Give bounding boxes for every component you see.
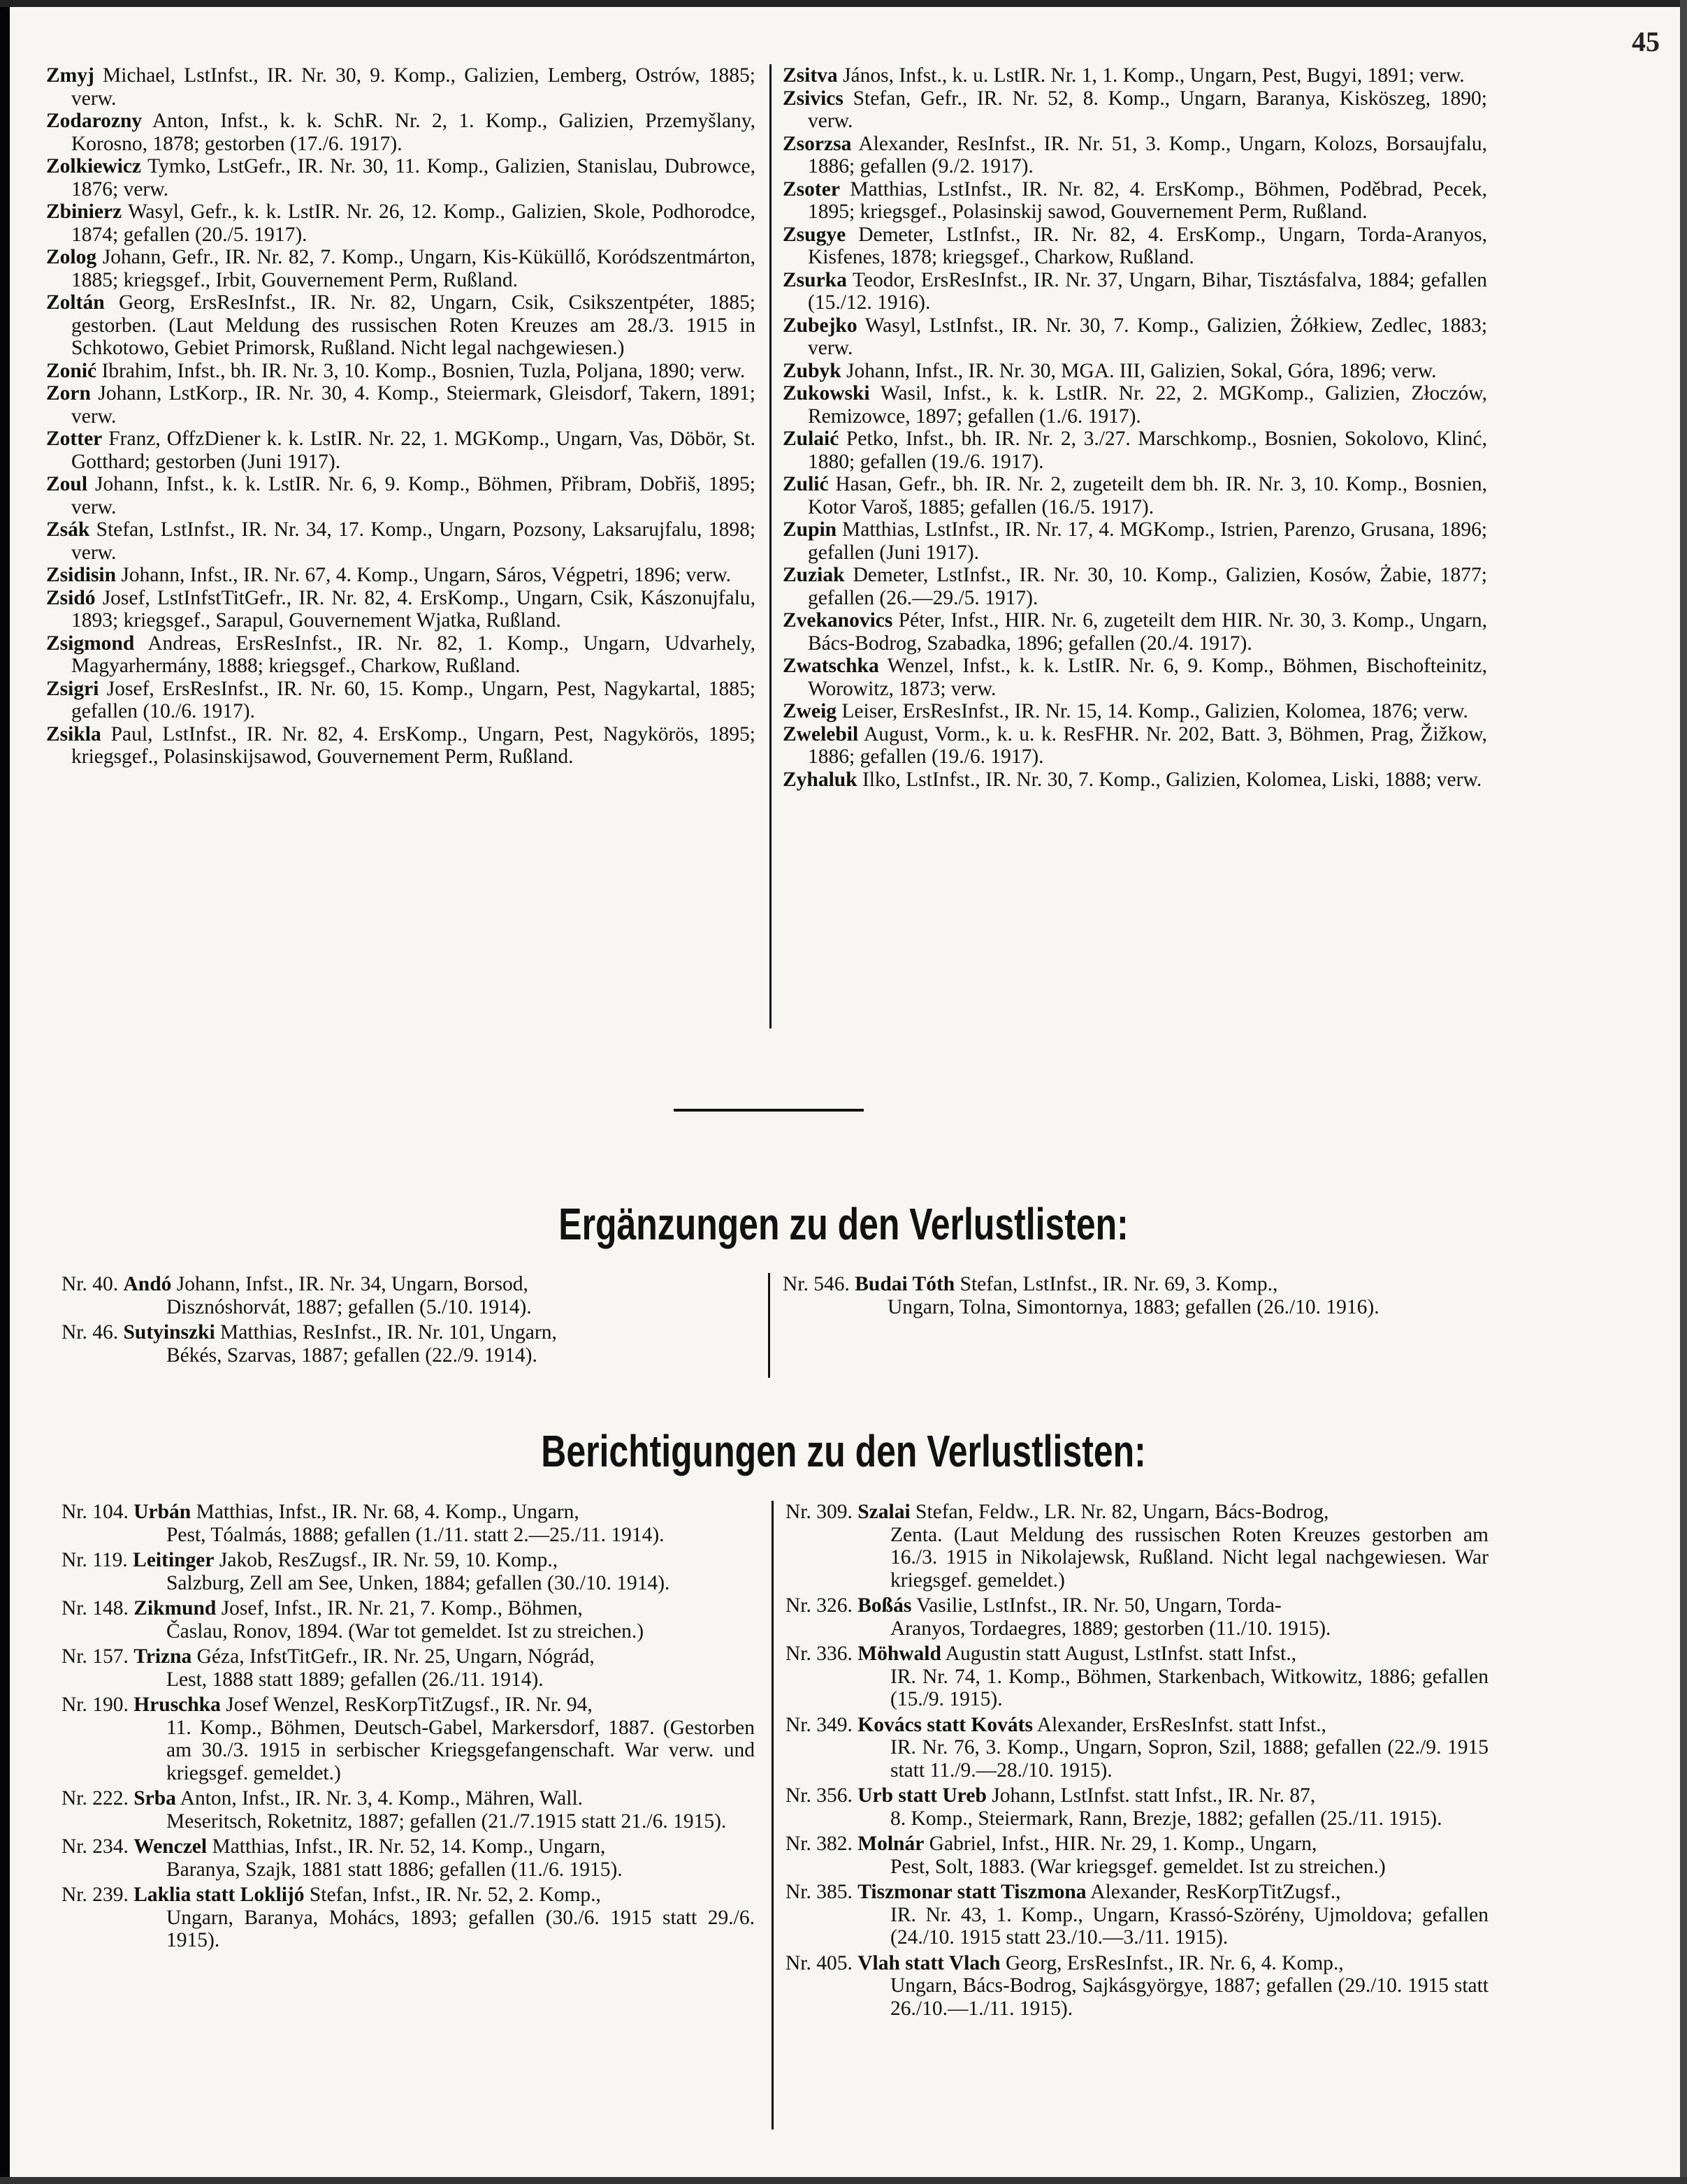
list-entry bbox=[783, 382, 1487, 428]
list-entry bbox=[46, 246, 755, 291]
correction-entry bbox=[61, 1694, 755, 1784]
list-entry bbox=[46, 564, 755, 587]
list-entry bbox=[783, 609, 1487, 655]
list-entry bbox=[783, 269, 1487, 314]
correction-entry bbox=[785, 1714, 1489, 1782]
correction-first-line bbox=[61, 1549, 755, 1572]
correction-first-line bbox=[785, 1952, 1489, 1975]
correction-first-line bbox=[785, 1881, 1489, 1904]
entry-details: Teodor, ErsResInfst., IR. Nr. 37, Ungarn, Bihar, Tisztásfalva, 1884; gefallen (15./12. 1916). bbox=[808, 268, 1487, 314]
entry-details: Stefan, Gefr., IR. Nr. 52, 8. Komp., Ungarn, Baranya, Kisköszeg, 1890; verw. bbox=[808, 87, 1487, 132]
entry-surname: Zsorzsa bbox=[783, 132, 852, 155]
entry-surname: Zwatschka bbox=[783, 655, 879, 677]
entry-surname: Zoul bbox=[46, 473, 88, 495]
correction-first-line bbox=[785, 1501, 1489, 1524]
entry-surname: Zubyk bbox=[783, 359, 841, 382]
correction-body bbox=[61, 1835, 755, 1881]
entry-details: Matthias, ResInfst., IR. Nr. 101, Ungarn, bbox=[220, 1321, 557, 1344]
correction-number: Nr. 546. bbox=[783, 1273, 850, 1295]
casualty-list-right-column bbox=[783, 64, 1487, 791]
entry-details: Alexander, ResKorpTitZugsf., bbox=[1090, 1881, 1341, 1903]
entry-surname: Boßás bbox=[857, 1594, 912, 1617]
correction-number: Nr. 190. bbox=[61, 1694, 129, 1716]
entry-details: Franz, OffzDiener k. k. LstIR. Nr. 22, 1. MGKomp., Ungarn, Vas, Döbör, St. Gotthard; gestorben (Juni 1917). bbox=[71, 428, 756, 473]
correction-entry bbox=[785, 1501, 1489, 1592]
correction-number: Nr. 382. bbox=[785, 1833, 853, 1855]
correction-body bbox=[61, 1321, 753, 1367]
entry-details: Andreas, ErsResInfst., IR. Nr. 82, 1. Komp., Ungarn, Udvarhely, Magyarhermány, 1888; kriegsgef., Charkow, Rußland. bbox=[71, 632, 756, 677]
list-entry bbox=[783, 564, 1487, 609]
correction-number: Nr. 336. bbox=[785, 1643, 853, 1665]
correction-first-line bbox=[785, 1833, 1489, 1856]
correction-body bbox=[785, 1833, 1489, 1878]
entry-surname: Zsidisin bbox=[46, 564, 117, 586]
entry-continuation: Aranyos, Tordaegres, 1889; gestorben (11./10. 1915). bbox=[890, 1617, 1331, 1640]
entry-surname: Zsitva bbox=[783, 64, 838, 87]
correction-entry bbox=[61, 1645, 755, 1691]
entry-surname: Zmyj bbox=[46, 64, 94, 87]
entry-continuation: IR. Nr. 43, 1. Komp., Ungarn, Krassó-Szörény, Ujmoldova; gefallen (24./10. 1915 statt 23./10.—3./11. 1915). bbox=[890, 1903, 1489, 1949]
entry-details: Leiser, ErsResInfst., IR. Nr. 15, 14. Komp., Galizien, Kolomea, 1876; verw. bbox=[841, 700, 1468, 722]
correction-first-line bbox=[783, 1273, 1489, 1296]
correction-entry bbox=[785, 1594, 1489, 1640]
entry-details: Michael, LstInfst., IR. Nr. 30, 9. Komp., Galizien, Lemberg, Ostrów, 1885; verw. bbox=[71, 64, 755, 110]
entry-surname: Zukowski bbox=[783, 382, 870, 405]
entry-surname: Zsidó bbox=[46, 586, 96, 609]
entry-surname: Zsivics bbox=[783, 87, 844, 110]
list-entry bbox=[46, 155, 755, 201]
entry-surname: Zsikla bbox=[46, 722, 101, 745]
entry-details: Josef Wenzel, ResKorpTitZugsf., IR. Nr. 94, bbox=[226, 1694, 593, 1716]
entry-details: Wenzel, Infst., k. k. LstIR. Nr. 6, 9. Komp., Böhmen, Bischofteinitz, Worowitz, 1873; verw. bbox=[808, 655, 1488, 700]
correction-first-line bbox=[61, 1321, 753, 1344]
correction-number: Nr. 309. bbox=[785, 1501, 853, 1523]
entry-details: Demeter, LstInfst., IR. Nr. 82, 4. ErsKomp., Ungarn, Torda-Aranyos, Kisfenes, 1878; kriegsgef., Charkow, Rußland. bbox=[808, 223, 1487, 268]
entry-details: Stefan, LstInfst., IR. Nr. 34, 17. Komp., Ungarn, Pozsony, Laksarujfalu, 1898; verw. bbox=[71, 518, 756, 564]
correction-first-line bbox=[61, 1501, 755, 1524]
erganzungen-left-column bbox=[61, 1273, 753, 1369]
entry-surname: Trizna bbox=[133, 1645, 192, 1668]
entry-details: Stefan, LstInfst., IR. Nr. 69, 3. Komp., bbox=[960, 1273, 1278, 1295]
list-entry bbox=[783, 133, 1487, 178]
correction-body bbox=[785, 1952, 1489, 2021]
entry-details: Anton, Infst., k. k. SchR. Nr. 2, 1. Komp., Galizien, Przemyšlany, Korosno, 1878; gestorben (17./6. 1917). bbox=[71, 110, 756, 155]
entry-continuation: Ungarn, Bács-Bodrog, Sajkásgyörgye, 1887; gefallen (29./10. 1915 statt 26./10.—1./11. 1915). bbox=[890, 1974, 1489, 2020]
entry-details: Géza, InfstTitGefr., IR. Nr. 25, Ungarn, Nógrád, bbox=[196, 1645, 595, 1668]
entry-surname: Vlah statt Vlach bbox=[857, 1951, 1001, 1974]
correction-first-line bbox=[785, 1714, 1489, 1737]
heading-berichtigungen: Berichtigungen zu den Verlustlisten: bbox=[541, 1426, 1146, 1476]
correction-entry bbox=[785, 1952, 1489, 2021]
entry-details: Wasyl, LstInfst., IR. Nr. 30, 7. Komp., Galizien, Żółkiew, Zedlec, 1883; verw. bbox=[808, 314, 1488, 359]
berichtigungen-right-column bbox=[785, 1501, 1489, 2023]
entry-surname: Zsoter bbox=[783, 177, 840, 201]
entry-surname: Zorn bbox=[46, 382, 91, 405]
entry-surname: Zolkiewicz bbox=[46, 155, 142, 177]
correction-body bbox=[785, 1881, 1489, 1949]
entry-surname: Budai Tóth bbox=[855, 1273, 955, 1295]
correction-first-line bbox=[61, 1787, 755, 1810]
correction-body bbox=[61, 1787, 755, 1833]
entry-details: Augustin statt August, LstInfst. statt Infst., bbox=[945, 1643, 1296, 1665]
entry-details: Stefan, Infst., IR. Nr. 52, 2. Komp., bbox=[309, 1884, 601, 1906]
correction-first-line bbox=[61, 1273, 753, 1296]
entry-surname: Zuziak bbox=[783, 564, 845, 586]
entry-surname: Zulić bbox=[783, 473, 829, 495]
correction-first-line bbox=[785, 1594, 1489, 1617]
entry-details: Petko, Infst., bh. IR. Nr. 2, 3./27. Marschkomp., Bosnien, Sokolovo, Klinć, 1880; gefallen (19./6. 1917). bbox=[808, 428, 1487, 473]
entry-details: Johann, Infst., IR. Nr. 30, MGA. III, Galizien, Sokal, Góra, 1896; verw. bbox=[846, 359, 1437, 382]
correction-entry bbox=[61, 1321, 753, 1367]
entry-details: Wasil, Infst., k. k. LstIR. Nr. 22, 2. MGKomp., Galizien, Złoczów, Remizowce, 1897; gefallen (1./6. 1917). bbox=[808, 382, 1488, 428]
list-entry bbox=[783, 224, 1487, 269]
correction-entry bbox=[783, 1273, 1489, 1318]
entry-surname: Zweig bbox=[783, 700, 837, 722]
correction-number: Nr. 40. bbox=[61, 1273, 119, 1295]
entry-details: Johann, LstKorp., IR. Nr. 30, 4. Komp., Steiermark, Gleisdorf, Takern, 1891; verw. bbox=[71, 382, 756, 428]
list-entry bbox=[46, 587, 755, 632]
scan-edge-right bbox=[1680, 0, 1687, 2184]
list-entry bbox=[46, 428, 755, 473]
correction-entry bbox=[61, 1273, 753, 1318]
entry-surname: Zonić bbox=[46, 359, 97, 382]
correction-first-line bbox=[61, 1835, 755, 1858]
entry-surname: Zikmund bbox=[133, 1597, 217, 1619]
correction-body bbox=[61, 1645, 755, 1691]
correction-entry bbox=[61, 1884, 755, 1952]
correction-number: Nr. 46. bbox=[61, 1321, 119, 1344]
correction-number: Nr. 119. bbox=[61, 1549, 128, 1571]
entry-surname: Zyhaluk bbox=[783, 768, 857, 791]
correction-entry bbox=[785, 1643, 1489, 1711]
entry-details: Jakob, ResZugsf., IR. Nr. 59, 10. Komp., bbox=[219, 1549, 558, 1571]
list-entry bbox=[783, 700, 1487, 723]
entry-details: Georg, ErsResInfst., IR. Nr. 6, 4. Komp., bbox=[1005, 1951, 1344, 1974]
correction-number: Nr. 326. bbox=[785, 1594, 853, 1617]
entry-details: Ibrahim, Infst., bh. IR. Nr. 3, 10. Komp., Bosnien, Tuzla, Poljana, 1890; verw. bbox=[101, 359, 746, 382]
entry-details: Demeter, LstInfst., IR. Nr. 30, 10. Komp., Galizien, Kosów, Żabie, 1877; gefallen (26.—29./5. 1917). bbox=[808, 564, 1487, 609]
correction-number: Nr. 157. bbox=[61, 1645, 129, 1668]
entry-surname: Urbán bbox=[133, 1501, 191, 1523]
entry-surname: Zsigmond bbox=[46, 632, 135, 655]
correction-body bbox=[785, 1594, 1489, 1640]
correction-number: Nr. 104. bbox=[61, 1501, 129, 1523]
list-entry bbox=[783, 428, 1487, 473]
entry-surname: Tiszmonar statt Tiszmona bbox=[857, 1881, 1087, 1903]
entry-continuation: Baranya, Szajk, 1881 statt 1886; gefallen (11./6. 1915). bbox=[166, 1858, 623, 1881]
entry-continuation: Pest, Solt, 1883. (War kriegsgef. gemeldet. Ist zu streichen.) bbox=[890, 1855, 1386, 1878]
list-entry bbox=[783, 64, 1487, 87]
entry-details: Vasilie, LstInfst., IR. Nr. 50, Ungarn, Torda- bbox=[916, 1594, 1282, 1617]
entry-surname: Sutyinszki bbox=[123, 1321, 215, 1344]
entry-surname: Zsigri bbox=[46, 677, 99, 700]
entry-surname: Zolog bbox=[46, 246, 97, 268]
correction-first-line bbox=[61, 1645, 755, 1668]
correction-body bbox=[785, 1643, 1489, 1711]
entry-continuation: Pest, Tóalmás, 1888; gefallen (1./11. statt 2.—25./11. 1914). bbox=[166, 1523, 665, 1546]
entry-continuation: Časlau, Ronov, 1894. (War tot gemeldet. Ist zu streichen.) bbox=[166, 1619, 644, 1643]
berichtigungen-left-column bbox=[61, 1501, 755, 1955]
entry-surname: Urb statt Ureb bbox=[857, 1784, 987, 1807]
entry-details: Wasyl, Gefr., k. k. LstIR. Nr. 26, 12. Komp., Galizien, Skole, Podhorodce, 1874; gefallen (20./5. 1917). bbox=[71, 201, 755, 246]
correction-body bbox=[61, 1694, 755, 1784]
correction-first-line bbox=[61, 1694, 755, 1717]
list-entry bbox=[46, 632, 755, 678]
column-divider bbox=[768, 1273, 770, 1378]
correction-entry bbox=[61, 1835, 755, 1881]
entry-details: Johann, Infst., IR. Nr. 67, 4. Komp., Ungarn, Sáros, Végpetri, 1896; verw. bbox=[121, 564, 732, 586]
correction-first-line bbox=[785, 1784, 1489, 1807]
list-entry bbox=[783, 769, 1487, 792]
correction-body bbox=[783, 1273, 1489, 1318]
entry-surname: Zsugye bbox=[783, 223, 846, 246]
scan-edge-bottom bbox=[0, 2177, 1687, 2184]
entry-surname: Molnár bbox=[857, 1833, 925, 1855]
entry-surname: Andó bbox=[123, 1273, 172, 1295]
correction-body bbox=[61, 1549, 755, 1594]
correction-number: Nr. 148. bbox=[61, 1597, 129, 1619]
entry-surname: Hruschka bbox=[133, 1694, 221, 1716]
list-entry bbox=[46, 360, 755, 383]
list-entry bbox=[46, 678, 755, 723]
entry-surname: Zubejko bbox=[783, 314, 857, 337]
entry-details: Stefan, Feldw., LR. Nr. 82, Ungarn, Bács-Bodrog, bbox=[915, 1501, 1329, 1523]
correction-number: Nr. 239. bbox=[61, 1884, 129, 1906]
column-divider bbox=[772, 1501, 774, 2130]
heading-erganzungen: Ergänzungen zu den Verlustlisten: bbox=[558, 1199, 1129, 1249]
entry-continuation: Meseritsch, Roketnitz, 1887; gefallen (21./7.1915 statt 21./6. 1915). bbox=[166, 1810, 727, 1833]
correction-first-line bbox=[61, 1884, 755, 1907]
correction-first-line bbox=[785, 1643, 1489, 1666]
entry-surname: Leitinger bbox=[133, 1549, 215, 1571]
entry-details: Matthias, LstInfst., IR. Nr. 17, 4. MGKomp., Istrien, Parenzo, Grusana, 1896; gefallen (Juni 1917). bbox=[808, 518, 1488, 564]
entry-surname: Zotter bbox=[46, 428, 103, 450]
correction-entry bbox=[61, 1501, 755, 1546]
correction-number: Nr. 356. bbox=[785, 1784, 853, 1807]
entry-surname: Zupin bbox=[783, 518, 837, 541]
list-entry bbox=[783, 518, 1487, 564]
list-entry bbox=[783, 655, 1487, 700]
entry-details: Gabriel, Infst., HIR. Nr. 29, 1. Komp., Ungarn, bbox=[929, 1833, 1317, 1855]
entry-details: Hasan, Gefr., bh. IR. Nr. 2, zugeteilt dem bh. IR. Nr. 3, 10. Komp., Bosnien, Kotor Varoš, 1885; gefallen (16./5. 1917). bbox=[808, 473, 1487, 518]
correction-number: Nr. 385. bbox=[785, 1881, 853, 1903]
correction-entry bbox=[785, 1833, 1489, 1878]
entry-details: Johann, Gefr., IR. Nr. 82, 7. Komp., Ungarn, Kis-Küküllő, Koródszentmárton, 1885; kriegsgef., Irbit, Gouvernement Perm, Rußland. bbox=[71, 246, 756, 291]
scan-edge-top bbox=[0, 0, 1687, 7]
correction-body bbox=[61, 1597, 755, 1643]
entry-surname: Zulaić bbox=[783, 428, 839, 450]
entry-details: August, Vorm., k. u. k. ResFHR. Nr. 202, Batt. 3, Böhmen, Prag, Žižkow, 1886; gefallen (19./6. 1917). bbox=[808, 722, 1487, 768]
correction-number: Nr. 234. bbox=[61, 1835, 129, 1858]
correction-body bbox=[785, 1784, 1489, 1830]
entry-surname: Laklia statt Loklijó bbox=[133, 1884, 305, 1906]
entry-surname: Zodarozny bbox=[46, 110, 143, 132]
entry-continuation: Lest, 1888 statt 1889; gefallen (26./11. 1914). bbox=[166, 1668, 544, 1691]
entry-details: Matthias, Infst., IR. Nr. 52, 14. Komp., Ungarn, bbox=[212, 1835, 606, 1858]
entry-details: Tymko, LstGefr., IR. Nr. 30, 11. Komp., Galizien, Stanislau, Dubrowce, 1876; verw. bbox=[71, 155, 755, 201]
correction-number: Nr. 349. bbox=[785, 1713, 853, 1736]
entry-continuation: Ungarn, Baranya, Mohács, 1893; gefallen (30./6. 1915 statt 29./6. 1915). bbox=[166, 1906, 755, 1951]
entry-continuation: Zenta. (Laut Meldung des russischen Roten Kreuzes gestorben am 16./3. 1915 in Nikolajewsk, Rußland. Nicht legal nachgewiesen. War kriegsgef. gemeldet.) bbox=[890, 1523, 1489, 1592]
entry-continuation: Disznóshorvát, 1887; gefallen (5./10. 1914). bbox=[166, 1295, 532, 1318]
entry-continuation: 11. Komp., Böhmen, Deutsch-Gabel, Markersdorf, 1887. (Gestorben am 30./3. 1915 in serbischer Kriegsgefangenschaft. War verw. und kriegsgef. gemeldet.) bbox=[166, 1716, 755, 1784]
entry-continuation: IR. Nr. 76, 3. Komp., Ungarn, Sopron, Szil, 1888; gefallen (22./9. 1915 statt 11./9.—28./10. 1915). bbox=[890, 1736, 1489, 1782]
list-entry bbox=[783, 314, 1487, 360]
page-number: 45 bbox=[1632, 26, 1660, 57]
entry-surname: Srba bbox=[133, 1787, 176, 1810]
correction-body bbox=[61, 1273, 753, 1318]
entry-surname: Zvekanovics bbox=[783, 609, 893, 632]
list-entry bbox=[783, 473, 1487, 518]
correction-entry bbox=[61, 1787, 755, 1833]
entry-continuation: Békés, Szarvas, 1887; gefallen (22./9. 1914). bbox=[166, 1344, 537, 1367]
entry-continuation: IR. Nr. 74, 1. Komp., Böhmen, Starkenbach, Witkowitz, 1886; gefallen (15./9. 1915). bbox=[890, 1665, 1489, 1710]
entry-details: Ilko, LstInfst., IR. Nr. 30, 7. Komp., Galizien, Kolomea, Liski, 1888; verw. bbox=[862, 768, 1482, 791]
correction-body bbox=[61, 1884, 755, 1952]
entry-details: Péter, Infst., HIR. Nr. 6, zugeteilt dem HIR. Nr. 30, 3. Komp., Ungarn, Bács-Bodrog, Szabadka, 1896; gefallen (20./4. 1917). bbox=[808, 609, 1488, 655]
list-entry bbox=[783, 87, 1487, 133]
entry-continuation: 8. Komp., Steiermark, Rann, Brezje, 1882; gefallen (25./11. 1915). bbox=[890, 1807, 1442, 1830]
erganzungen-right-column bbox=[783, 1273, 1489, 1321]
list-entry bbox=[783, 178, 1487, 224]
scan-edge-left bbox=[0, 0, 10, 2184]
entry-details: Georg, ErsResInfst., IR. Nr. 82, Ungarn, Csik, Csikszentpéter, 1885; gestorben. (Laut Meldung des russischen Roten Kreuzes am 28./3. 1915 in Schkotowo, Gebiet Primorsk, Rußland. Nicht legal nachgewiesen.) bbox=[71, 291, 755, 359]
list-entry bbox=[46, 473, 755, 518]
correction-body bbox=[61, 1501, 755, 1546]
entry-details: Josef, Infst., IR. Nr. 21, 7. Komp., Böhmen, bbox=[221, 1597, 583, 1619]
correction-number: Nr. 222. bbox=[61, 1787, 129, 1810]
section-rule bbox=[674, 1109, 864, 1112]
entry-surname: Möhwald bbox=[857, 1643, 941, 1665]
list-entry bbox=[46, 201, 755, 246]
list-entry bbox=[783, 360, 1487, 383]
entry-surname: Zbinierz bbox=[46, 201, 122, 223]
list-entry bbox=[46, 64, 755, 110]
entry-details: Anton, Infst., IR. Nr. 3, 4. Komp., Mähren, Wall. bbox=[180, 1787, 584, 1810]
entry-details: Josef, LstInfstTitGefr., IR. Nr. 82, 4. ErsKomp., Ungarn, Csik, Kászonujfalu, 1893; kriegsgef., Sarapul, Gouvernement Wjatka, Rußland. bbox=[71, 586, 756, 632]
correction-entry bbox=[785, 1881, 1489, 1949]
entry-surname: Zwelebil bbox=[783, 722, 859, 745]
correction-entry bbox=[785, 1784, 1489, 1830]
correction-number: Nr. 405. bbox=[785, 1951, 853, 1974]
list-entry bbox=[46, 723, 755, 769]
list-entry bbox=[46, 291, 755, 360]
entry-details: Matthias, Infst., IR. Nr. 68, 4. Komp., Ungarn, bbox=[196, 1501, 579, 1523]
correction-entry bbox=[61, 1549, 755, 1594]
entry-continuation: Ungarn, Tolna, Simontornya, 1883; gefallen (26./10. 1916). bbox=[888, 1295, 1380, 1318]
entry-details: Paul, LstInfst., IR. Nr. 82, 4. ErsKomp., Ungarn, Pest, Nagykörös, 1895; kriegsgef., Polasinskijsawod, Gouvernement Perm, Rußland. bbox=[71, 722, 755, 768]
entry-surname: Szalai bbox=[857, 1501, 911, 1523]
entry-details: János, Infst., k. u. LstIR. Nr. 1, 1. Komp., Ungarn, Pest, Bugyi, 1891; verw. bbox=[843, 64, 1465, 87]
entry-surname: Wenczel bbox=[133, 1835, 208, 1858]
entry-details: Alexander, ErsResInfst. statt Infst., bbox=[1036, 1713, 1326, 1736]
correction-body bbox=[785, 1501, 1489, 1592]
casualty-list-left-column bbox=[46, 64, 755, 769]
entry-details: Matthias, LstInfst., IR. Nr. 82, 4. ErsKomp., Böhmen, Poděbrad, Pecek, 1895; kriegsgef., Polasinskij sawod, Gouvernement Perm, Rußland. bbox=[808, 177, 1488, 223]
entry-surname: Kovács statt Kováts bbox=[857, 1713, 1033, 1736]
correction-first-line bbox=[61, 1597, 755, 1620]
entry-surname: Zsurka bbox=[783, 268, 847, 291]
list-entry bbox=[783, 723, 1487, 769]
entry-continuation: Salzburg, Zell am See, Unken, 1884; gefallen (30./10. 1914). bbox=[166, 1571, 670, 1594]
entry-surname: Zsák bbox=[46, 518, 90, 541]
entry-details: Alexander, ResInfst., IR. Nr. 51, 3. Komp., Ungarn, Kolozs, Borsaujfalu, 1886; gefallen (9./2. 1917). bbox=[808, 132, 1487, 177]
list-entry bbox=[46, 110, 755, 155]
entry-surname: Zoltán bbox=[46, 291, 105, 314]
entry-details: Johann, LstInfst. statt Infst., IR. Nr. 87, bbox=[992, 1784, 1316, 1807]
list-entry bbox=[46, 382, 755, 428]
entry-details: Johann, Infst., IR. Nr. 34, Ungarn, Borsod, bbox=[176, 1273, 528, 1295]
entry-details: Josef, ErsResInfst., IR. Nr. 60, 15. Komp., Ungarn, Pest, Nagykartal, 1885; gefallen (10./6. 1917). bbox=[71, 677, 756, 722]
column-divider bbox=[769, 64, 772, 1028]
correction-body bbox=[785, 1714, 1489, 1782]
correction-entry bbox=[61, 1597, 755, 1643]
list-entry bbox=[46, 518, 755, 564]
entry-details: Johann, Infst., k. k. LstIR. Nr. 6, 9. Komp., Böhmen, Přibram, Dobřiš, 1895; verw. bbox=[71, 473, 755, 518]
